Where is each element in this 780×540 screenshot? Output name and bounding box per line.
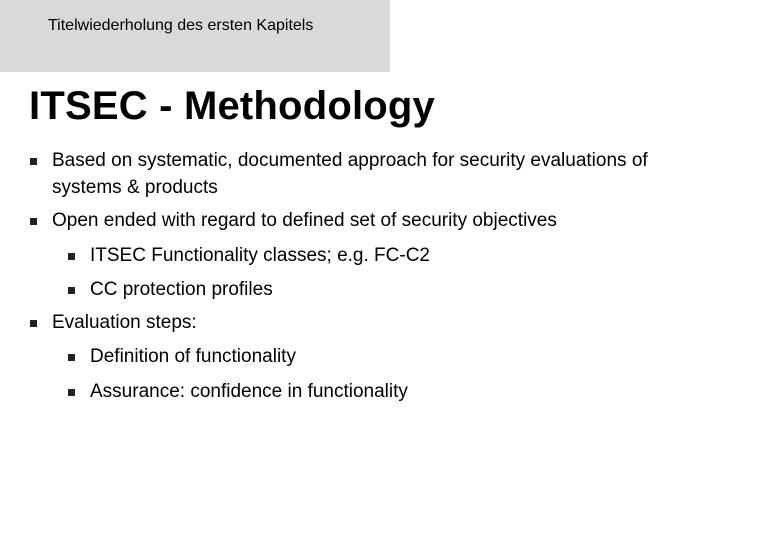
bullet-marker-icon: [30, 218, 37, 225]
sub-bullet-marker-icon: [68, 253, 75, 260]
slide-title: ITSEC - Methodology: [29, 84, 435, 128]
bullet-1-line-1: Based on systematic, documented approach for security evaluations of: [52, 150, 648, 171]
bullet-3-sub-2: Assurance: confidence in functionality: [90, 381, 408, 402]
sub-bullet-marker-icon: [68, 287, 75, 294]
bullet-2-sub-1: ITSEC Functionality classes; e.g. FC-C2: [90, 245, 430, 266]
sub-bullet-marker-icon: [68, 354, 75, 361]
bullet-3-text: Evaluation steps:: [52, 312, 197, 333]
bullet-marker-icon: [30, 158, 37, 165]
bullet-2-sub-2: CC protection profiles: [90, 279, 273, 300]
bullet-3-sub-1: Definition of functionality: [90, 346, 296, 367]
bullet-marker-icon: [30, 320, 37, 327]
chapter-header-label: Titelwiederholung des ersten Kapitels: [48, 17, 314, 34]
bullet-2-text: Open ended with regard to defined set of security objectives: [52, 210, 557, 231]
chapter-header-box: [0, 0, 390, 72]
bullet-1-line-2: systems & products: [52, 177, 218, 198]
sub-bullet-marker-icon: [68, 389, 75, 396]
